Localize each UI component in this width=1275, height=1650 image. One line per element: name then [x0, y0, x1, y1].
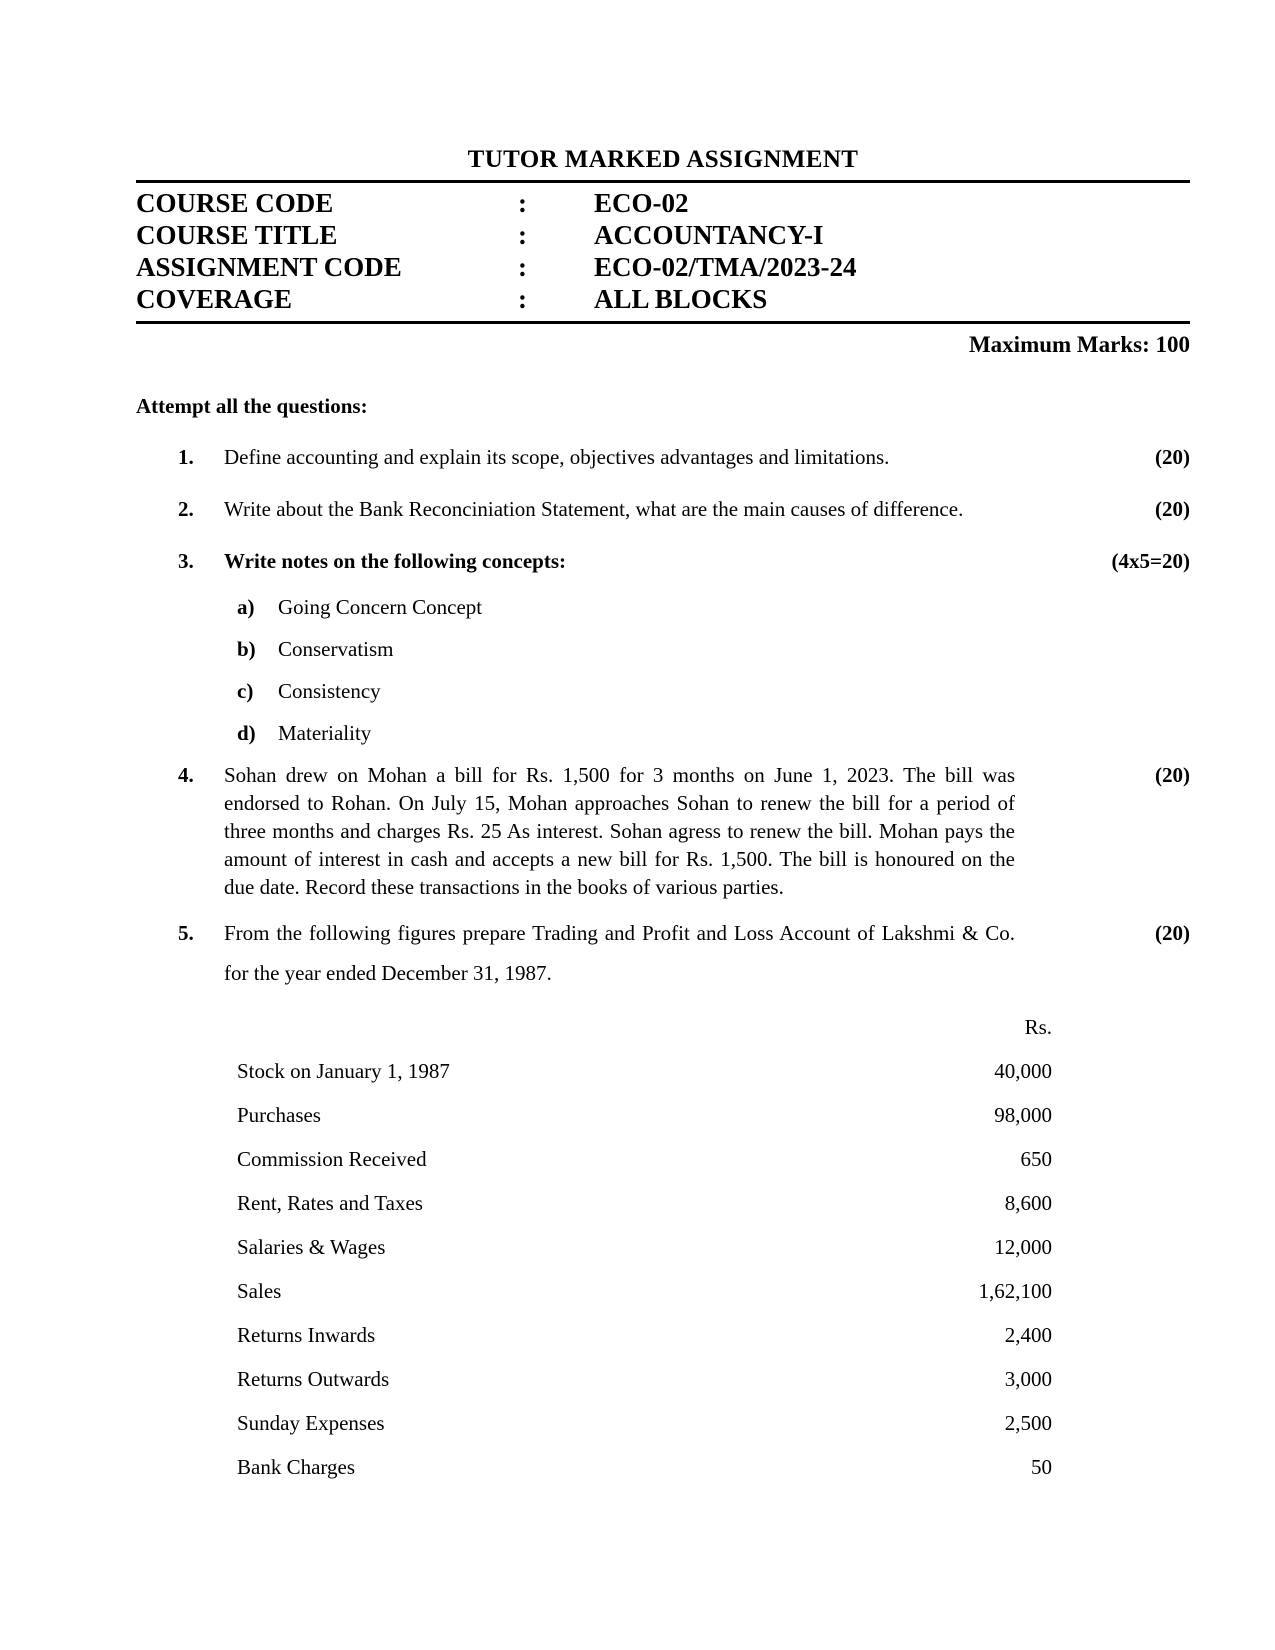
- question-text: Define accounting and explain its scope, objectives advantages and limitations.: [224, 445, 890, 469]
- course-info-colon: :: [518, 188, 527, 218]
- course-info-label: COURSE TITLE: [136, 220, 338, 250]
- course-info-label: COURSE CODE: [136, 188, 334, 218]
- questions-list: [136, 437, 1190, 993]
- question-number: 4.: [178, 763, 194, 787]
- figure-row: [237, 1445, 1052, 1489]
- figure-row: [237, 1357, 1052, 1401]
- figure-item: Returns Outwards: [237, 1367, 390, 1391]
- course-info-colon: :: [518, 252, 527, 282]
- subitem-c: [136, 677, 1190, 705]
- figure-row: [237, 1313, 1052, 1357]
- question-5: [136, 913, 1190, 993]
- figure-amount: 650: [1020, 1147, 1052, 1171]
- figure-amount: 2,500: [1004, 1411, 1052, 1435]
- course-info-colon: :: [518, 284, 527, 314]
- question-text: Write about the Bank Reconciniation Statement, what are the main causes of difference.: [224, 497, 964, 521]
- subitem-label: d): [237, 721, 256, 745]
- subitem-text: Going Concern Concept: [278, 595, 483, 619]
- figure-amount: 12,000: [994, 1235, 1052, 1259]
- question-text: Sohan drew on Mohan a bill for Rs. 1,500 for 3 months on June 1, 2023. The bill was endorsed to Rohan. On July 15, Mohan approaches Sohan to renew the bill for a period of three months and charges Rs. 25 As interest. Sohan agress to renew the bill. Mohan pays the amount of interest in cash and accepts a new bill for Rs. 1,500. The bill is honoured on the due date. Record these transactions in the books of various parties.: [224, 763, 1015, 899]
- figure-row: [237, 1269, 1052, 1313]
- subitem-b: [136, 635, 1190, 663]
- question-3-subitems: [136, 593, 1190, 747]
- question-2: [136, 489, 1190, 529]
- figure-amount: 2,400: [1004, 1323, 1052, 1347]
- figure-row: [237, 1401, 1052, 1445]
- figure-row: [237, 1093, 1052, 1137]
- figure-amount: 3,000: [1004, 1367, 1052, 1391]
- figure-item: Rent, Rates and Taxes: [237, 1191, 423, 1215]
- figure-amount: 98,000: [994, 1103, 1052, 1127]
- question-1: [136, 437, 1190, 477]
- figure-amount: 1,62,100: [978, 1279, 1052, 1303]
- course-info-value: ALL BLOCKS: [594, 284, 768, 314]
- question-4: [136, 761, 1190, 901]
- subitem-a: [136, 593, 1190, 621]
- question-number: 1.: [178, 445, 194, 469]
- figure-item: Sunday Expenses: [237, 1411, 385, 1435]
- question-text: Write notes on the following concepts:: [224, 549, 566, 573]
- course-info-row: [136, 251, 1190, 283]
- course-info-row: [136, 187, 1190, 219]
- currency-header: Rs.: [1024, 1015, 1052, 1039]
- question-marks: (4x5=20): [1111, 549, 1190, 573]
- figure-item: Stock on January 1, 1987: [237, 1059, 450, 1083]
- course-info-value: ECO-02: [594, 188, 689, 218]
- document-title: TUTOR MARKED ASSIGNMENT: [467, 146, 859, 173]
- figure-row: [237, 1137, 1052, 1181]
- figure-row: [237, 1225, 1052, 1269]
- subitem-label: b): [237, 637, 256, 661]
- instruction-text: Attempt all the questions:: [136, 394, 368, 418]
- subitem-label: c): [237, 679, 254, 703]
- course-info-label: ASSIGNMENT CODE: [136, 252, 402, 282]
- figure-item: Bank Charges: [237, 1455, 356, 1479]
- subitem-text: Materiality: [278, 721, 372, 745]
- subitem-d: [136, 719, 1190, 747]
- question-marks: (20): [1155, 445, 1190, 469]
- question-marks: (20): [1155, 921, 1190, 945]
- figure-amount: 40,000: [994, 1059, 1052, 1083]
- figure-item: Commission Received: [237, 1147, 427, 1171]
- max-marks-label: Maximum Marks: 100: [968, 332, 1190, 357]
- figures-table: [237, 1005, 1052, 1489]
- course-info-colon: :: [518, 220, 527, 250]
- question-marks: (20): [1155, 497, 1190, 521]
- figure-amount: 50: [1031, 1455, 1052, 1479]
- question-number: 5.: [178, 921, 194, 945]
- course-info-table: [136, 180, 1190, 324]
- course-info-value: ECO-02/TMA/2023-24: [594, 252, 857, 282]
- question-3: [136, 541, 1190, 581]
- subitem-label: a): [237, 595, 255, 619]
- question-number: 3.: [178, 549, 194, 573]
- figure-amount: 8,600: [1004, 1191, 1052, 1215]
- question-text: From the following figures prepare Trading and Profit and Loss Account of Lakshmi & Co. for the year ended December 31, 1987.: [224, 921, 1015, 985]
- course-info-value: ACCOUNTANCY-I: [594, 220, 824, 250]
- figure-row: [237, 1181, 1052, 1225]
- course-info-row: [136, 219, 1190, 251]
- figure-item: Returns Inwards: [237, 1323, 376, 1347]
- figure-row: [237, 1049, 1052, 1093]
- figure-item: Sales: [237, 1279, 282, 1303]
- question-marks: (20): [1155, 763, 1190, 787]
- course-info-row: [136, 283, 1190, 315]
- figure-item: Purchases: [237, 1103, 321, 1127]
- subitem-text: Consistency: [278, 679, 381, 703]
- subitem-text: Conservatism: [278, 637, 394, 661]
- figure-item: Salaries & Wages: [237, 1235, 386, 1259]
- course-info-label: COVERAGE: [136, 284, 293, 314]
- question-number: 2.: [178, 497, 194, 521]
